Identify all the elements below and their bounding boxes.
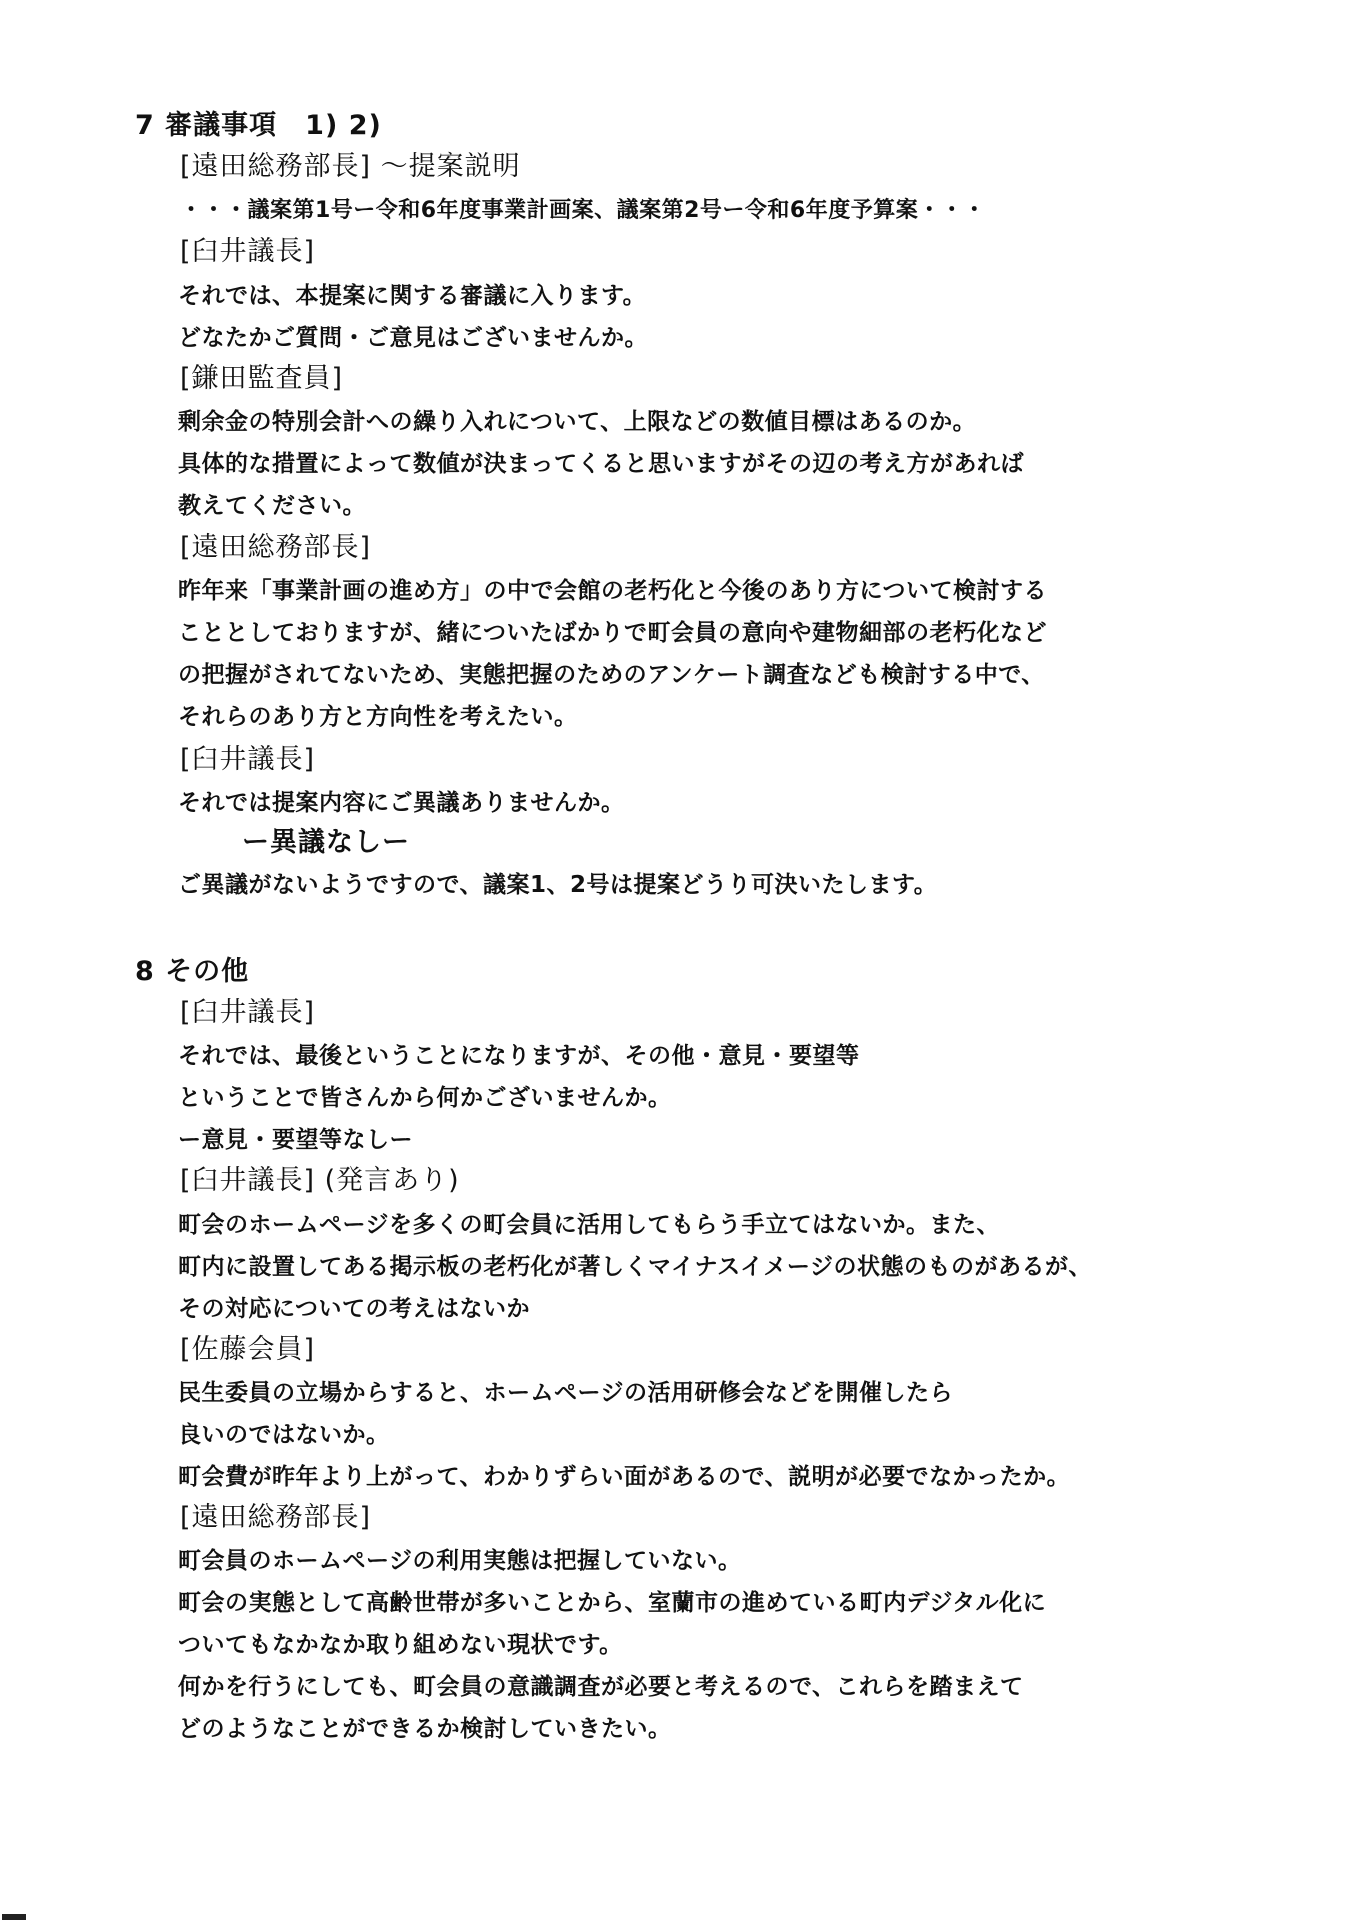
statement-line: 剰余金の特別会計への繰り入れについて、上限などの数値目標はあるのか。 <box>178 409 977 435</box>
statement-line: 町会員のホームページの利用実態は把握していない。 <box>178 1548 742 1574</box>
statement-line: 町内に設置してある掲示板の老朽化が著しくマイナスイメージの状態のものがあるが、 <box>178 1254 1092 1280</box>
statement-line: 何かを行うにしても、町会員の意識調査が必要と考えるので、これらを踏まえて <box>178 1674 1024 1700</box>
statement-line: ご異議がないようですので、議案1、2号は提案どうり可決いたします。 <box>178 872 938 898</box>
speaker-label: [臼井議長] <box>180 997 316 1028</box>
statement-line: それでは提案内容にご異議ありませんか。 <box>178 790 625 816</box>
agenda-line: ・・・議案第1号ー令和6年度事業計画案、議案第2号ー令和6年度予算案・・・ <box>180 198 986 223</box>
statement-line: 教えてください。 <box>178 493 366 519</box>
statement-line: 町会の実態として高齢世帯が多いことから、室蘭市の進めている町内デジタル化に <box>178 1590 1047 1616</box>
no-objection-note: ー異議なしー <box>242 827 410 858</box>
statement-line: 具体的な措置によって数値が決まってくると思いますがその辺の考え方があれば <box>178 451 1024 477</box>
scan-artifact-mark <box>2 1914 26 1920</box>
statement-line: どなたかご質問・ご意見はございませんか。 <box>178 325 648 351</box>
statement-line: こととしておりますが、緒についたばかりで町会員の意向や建物細部の老朽化など <box>178 620 1048 646</box>
statement-line: ついてもなかなか取り組めない現状です。 <box>178 1632 623 1658</box>
statement-line: 町会のホームページを多くの町会員に活用してもらう手立てはないか。また、 <box>178 1212 1001 1238</box>
statement-line: その対応についての考えはないか <box>178 1296 531 1322</box>
speaker-label: [遠田総務部長] ～提案説明 <box>180 151 521 182</box>
speaker-label: [遠田総務部長] <box>180 1502 372 1533</box>
statement-line: ということで皆さんから何かございませんか。 <box>178 1085 672 1111</box>
section-heading-8: 8 その他 <box>135 956 250 987</box>
statement-line: 良いのではないか。 <box>178 1422 390 1448</box>
statement-line: 町会費が昨年より上がって、わかりずらい面があるので、説明が必要でなかったか。 <box>178 1464 1071 1490</box>
speaker-label: [臼井議長] <box>180 236 316 267</box>
statement-line: 昨年来「事業計画の進め方」の中で会館の老朽化と今後のあり方について検討する <box>178 578 1048 604</box>
speaker-label: [鎌田監査員] <box>180 363 344 394</box>
statement-line: の把握がされてないため、実態把握のためのアンケート調査なども検討する中で、 <box>178 662 1045 688</box>
statement-line: それでは、最後ということになりますが、その他・意見・要望等 <box>178 1043 860 1069</box>
statement-line: どのようなことができるか検討していきたい。 <box>178 1716 672 1742</box>
section-heading-7: 7 審議事項 1) 2) <box>135 110 382 141</box>
speaker-label: [臼井議長] <box>180 744 316 775</box>
speaker-label: [遠田総務部長] <box>180 532 372 563</box>
statement-line: それでは、本提案に関する審議に入ります。 <box>178 283 647 309</box>
no-requests-note: ー意見・要望等なしー <box>178 1127 413 1153</box>
statement-line: 民生委員の立場からすると、ホームページの活用研修会などを開催したら <box>178 1380 954 1406</box>
statement-line: それらのあり方と方向性を考えたい。 <box>178 704 578 730</box>
speaker-label: [佐藤会員] <box>180 1334 316 1365</box>
speaker-label: [臼井議長] (発言あり) <box>180 1165 460 1196</box>
